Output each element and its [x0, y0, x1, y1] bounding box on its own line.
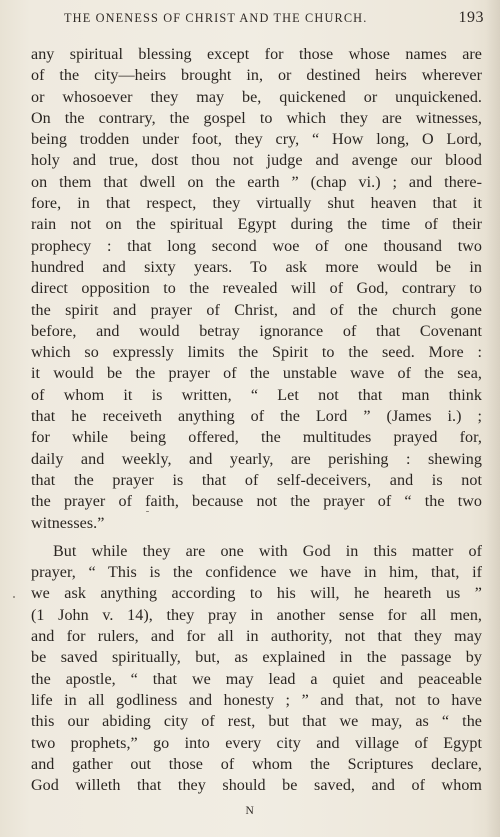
page-number: 193 — [458, 9, 484, 26]
signature-mark: N — [245, 805, 255, 817]
text-line: On the contrary, the gospel to which they are witnesses, — [31, 109, 482, 127]
text-line: witnesses.” — [31, 514, 105, 532]
text-line: two prophets,” go into every city and village of Egypt — [31, 734, 482, 752]
paragraph-2 — [31, 541, 482, 797]
text-line: direct opposition to the revealed will of God, contrary to — [31, 280, 482, 298]
text-line: (1 John v. 14), they pray in another sense for all men, — [31, 606, 482, 624]
ink-speck — [13, 596, 15, 598]
text-line: the prayer of faith, because not the prayer of “ the two — [31, 493, 482, 511]
running-head-title: THE ONENESS OF CHRIST AND THE CHURCH. — [64, 11, 368, 25]
text-line: that he receiveth anything of the Lord ” (James i.) ; — [31, 408, 482, 426]
text-line: the apostle, “ that we may lead a quiet and peaceable — [31, 670, 482, 688]
text-line: prophecy : that long second woe of one thousand two — [31, 237, 482, 255]
page-edge-shadow — [486, 0, 500, 837]
body-text — [31, 44, 482, 796]
text-line: life in all godliness and honesty ; ” and that, not to have — [31, 691, 482, 709]
text-line: fore, in that respect, they virtually shut heaven that it — [31, 195, 482, 213]
text-line: But while they are one with God in this matter of — [53, 542, 482, 560]
text-line: the spirit and prayer of Christ, and of the church gone — [31, 301, 482, 319]
text-line: any spiritual blessing except for those whose names are — [31, 46, 482, 63]
text-line: daily and weekly, and yearly, are perishing : shewing — [31, 450, 482, 468]
paragraph-1 — [31, 44, 482, 534]
text-line: and for rulers, and for all in authority, not that they may — [31, 628, 482, 646]
text-line: we ask anything according to his will, he heareth us ” — [31, 585, 482, 603]
text-line: this our abiding city of rest, but that we may, as “ the — [31, 713, 482, 731]
paragraph-gap — [31, 534, 482, 541]
text-line: which so expressly limits the Spirit to the seed. More : — [31, 344, 482, 362]
text-line: for while being offered, the multitudes prayed for, — [31, 429, 482, 447]
text-line: that the prayer is that of self-deceivers, and is not — [31, 471, 482, 489]
text-line: on them that dwell on the earth ” (chap vi.) ; and there- — [31, 173, 482, 191]
text-line: prayer, “ This is the confidence we have in him, that, if — [31, 564, 482, 582]
text-line: be saved spiritually, but, as explained in the passage by — [31, 649, 482, 667]
text-line: being trodden under foot, they cry, “ How long, O Lord, — [31, 131, 482, 149]
text-line: of whom it is written, “ Let not that man think — [31, 386, 482, 404]
text-line: rain not on the spiritual Egypt during the time of their — [31, 216, 482, 234]
ink-speck — [146, 511, 149, 512]
text-line: it would be the prayer of the unstable wave of the sea, — [31, 365, 482, 383]
text-line: hundred and sixty years. To ask more would be in — [31, 258, 482, 276]
running-head — [64, 11, 484, 29]
text-line: of the city—heirs brought in, or destined heirs wherever — [31, 67, 482, 85]
text-line: holy and true, dost thou not judge and avenge our blood — [31, 152, 482, 170]
text-line: and gather out those of whom the Scriptures declare, — [31, 755, 482, 773]
text-line: God willeth that they should be saved, and of whom — [31, 777, 482, 795]
text-line: or whosoever they may be, quickened or unquickened. — [31, 88, 482, 106]
text-line: before, and would betray ignorance of that Covenant — [31, 322, 482, 340]
